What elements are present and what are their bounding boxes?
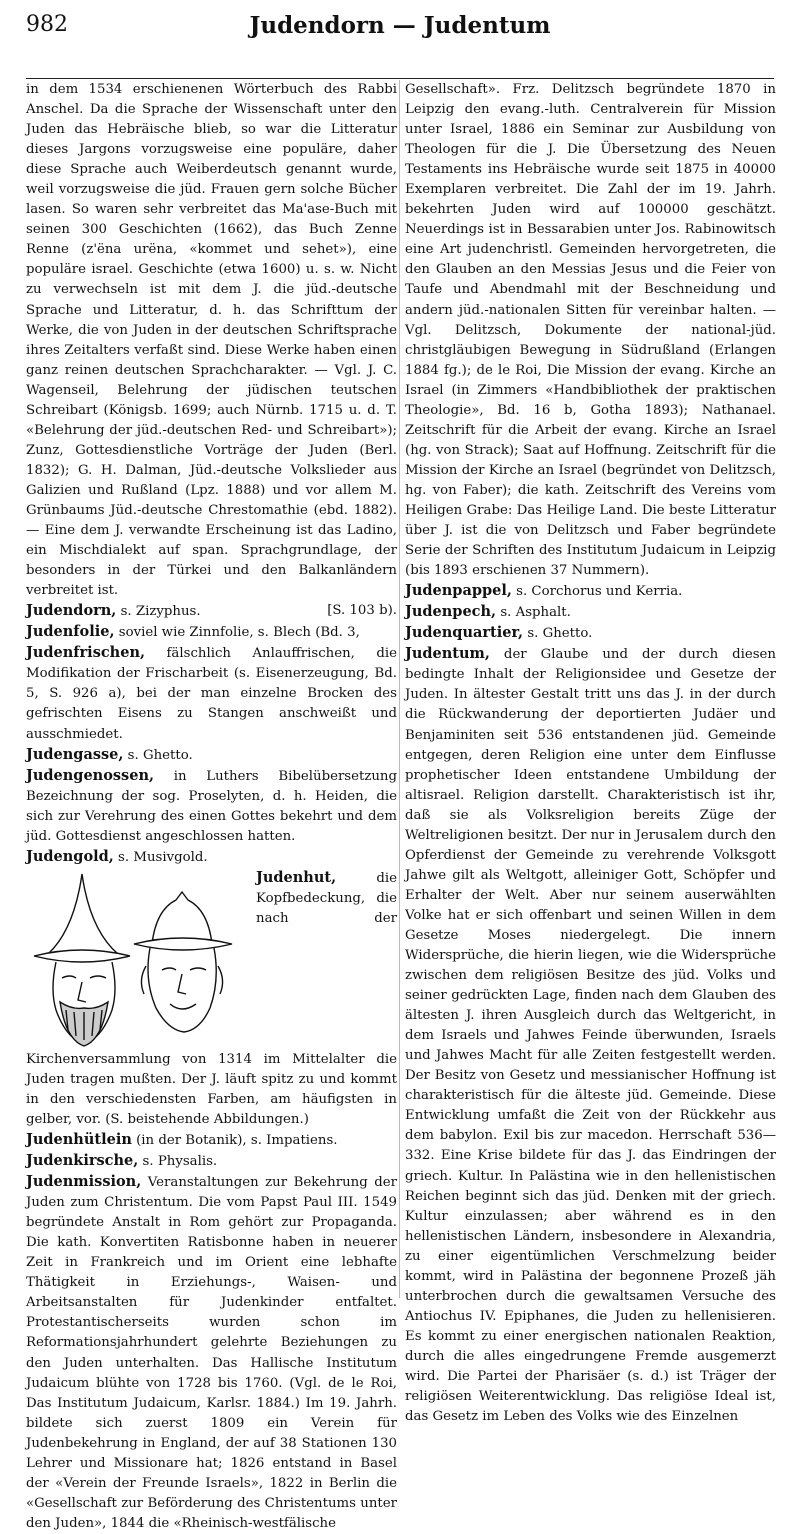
entry-text: s. Ghetto. [523,626,593,642]
entry-judenquartier [405,623,776,644]
headword: Judengold, [26,847,114,865]
headword: Judentum, [405,645,490,663]
judenhut-drawing [26,870,248,1048]
page-reference: [S. 103 b). [327,603,397,619]
entry-text: s. Zizyphus. [116,604,201,620]
entry-text: die Kopfbedeckung, die nach der Kirchenversammlung von 1314 im Mittelalter die Juden tragen mußten. Der J. läuft spitz zu und kommt in den verschiedensten Farben, am häufigsten in gelber, vor. (S. beistehende Abbildungen.) [26,870,397,1127]
headword: Judenpappel, [405,582,512,600]
entry-text: s. Asphalt. [496,605,571,621]
entry-judenfrischen [26,643,397,744]
right-column [405,80,776,1425]
headword: Judendorn, [26,602,117,620]
headword: Judenhütlein [26,1131,132,1149]
continued-paragraph: Gesellschaft». Frz. Delitzsch begründete 1870 in Leipzig den evang.-luth. Centralverein für Mission unter Israel, 1886 ein Seminar zur Ausbildung von Theologen für die J. Die Übersetzung des Neuen Testaments ins Hebräische wurde seit 1875 in 40000 Exemplaren verbreitet. Die Zahl der im 19. Jahrh. bekehrten Juden wird auf 100000 geschätzt. Neuerdings ist in Bessarabien unter Jos. Rabinowitsch eine Art judenchristl. Gemeinden hervorgetreten, die den Glauben an den Messias Jesus und die Feier von Taufe und Abendmahl mit der Beschneidung und andern jüd.-nationalen Sitten für vereinbar halten. — Vgl. Delitzsch, Dokumente der national-jüd. christgläubigen Bewegung in Südrußland (Erlangen 1884 fg.); de le Roi, Die Mission der evang. Kirche an Israel (in Zimmers «Handbibliothek der praktischen Theologie», Bd. 16 b, Gotha 1893); Nathanael. Zeitschrift für die Arbeit der evang. Kirche an Israel (hg. von Strack); Saat auf Hoffnung. Zeitschrift für die Mission der Kirche an Israel (begründet von Delitzsch, hg. von Faber); die kath. Zeitschrift des Vereins vom Heiligen Grabe: Das Heilige Land. Die beste Litteratur über J. ist die von Delitzsch und Faber begründete Serie der Schriften des Institutum Judaicum in Leipzig (bis 1893 erschienen 37 Nummern). [405,82,776,579]
page-number: 982 [26,12,68,37]
entry-judenkirsche [26,1151,397,1172]
entry-judendorn [26,601,397,622]
headword: Judenfrischen, [26,644,146,662]
entry-judenfolie [26,622,397,643]
page-header [26,12,774,52]
continued-paragraph: in dem 1534 erschienenen Wörterbuch des Rabbi Anschel. Da die Sprache der Wissenschaft unter den Juden das Hebräische blieb, so war die Litteratur dieses Jargons vorzugsweise eine populäre, daher diese Sprache auch Weiberdeutsch genannt wurde, weil vorzugsweise die jüd. Frauen gern solche Bücher lasen. So waren sehr verbreitet das Ma'ase-Buch mit seinen 300 Geschichten (1662), das Buch Zenne Renne (z'ëna urëna, «kommet und sehet»), eine populäre israel. Geschichte (etwa 1600) u. s. w. Nicht zu verwechseln ist mit dem J. die jüd.-deutsche Sprache und Litteratur, d. h. das Schrifttum der Werke, die von Juden in der deutschen Schriftsprache ihres Zeitalters verfaßt sind. Diese Werke haben einen ganz reinen deutschen Sprachcharakter. — Vgl. J. C. Wagenseil, Belehrung der jüdischen teutschen Schreibart (Königsb. 1699; auch Nürnb. 1715 u. d. T. «Belehrung der jüd.-deutschen Red- und Schreibart»); Zunz, Gottesdienstliche Vorträge der Juden (Berl. 1832); G. H. Dalman, Jüd.-deutsche Volkslieder aus Galizien und Rußland (Lpz. 1888) und vor allem M. Grünbaums Jüd.-deutsche Chrestomathie (ebd. 1882). — Eine dem J. verwandte Erscheinung ist das Ladino, ein Mischdialekt auf span. Sprachgrundlage, der besonders in der Türkei und den Balkanländern verbreitet ist. [26,82,397,599]
headword: Judengasse, [26,745,124,763]
headword: Judenmission, [26,1173,142,1191]
entry-judentum [405,644,776,1427]
entry-judenhut [26,868,397,1130]
entry-judenpech [405,602,776,623]
running-head: Judendorn — Judentum [249,12,551,39]
headword: Judenkirsche, [26,1152,139,1170]
column-divider [399,80,400,1298]
entry-judenhuetlein [26,1130,397,1151]
entry-text: der Glaube und der durch diesen bedingte Inhalt der Religionsidee und Gesetze der Juden. In ältester Gestalt tritt uns das J. in der durch die Rückwanderung der deportierten Judäer und Benjaminiten seit 536 entstandenen jüd. Gemeinde entgegen, deren Religion eine unter dem Einflusse prophetischer Ideen entstandene Umbildung der altisrael. Religion darstellt. Charakteristisch ist ihr, daß sie als Volksreligion bereits Züge der Weltreligionen besitzt. Der nur in Jerusalem durch den Opferdienst der Gemeinde zu verehrende Volksgott Jahwe gilt als Weltgott, alleiniger Gott, Schöpfer und Erhalter der Welt. Aber nur seinem auserwählten Volke hat er sich offenbart und seinen Willen in dem Gesetze Moses niedergelegt. Die innern Widersprüche, die hierin liegen, wie die Widersprüche zwischen dem religiösen Besitze des jüd. Volks und seiner gedrückten Lage, finden nach dem Glauben des ältesten J. ihren Ausgleich durch das Weltgericht, in dem Israels und Jahwes Feinde überwunden, Israels und Jahwes Macht für alle Zeiten festgestellt werden. Der Besitz von Gesetz und messianischer Hoffnung ist charakteristisch für die älteste jüd. Gemeinde. Diese Entwicklung umfaßt die Zeit von der Rückkehr aus dem babylon. Exil bis zur macedon. Herrschaft 536—332. Eine Krise bildete für das J. das Eindringen der griech. Kultur. In Palästina wie in den hellenistischen Reichen beginnt sich das jüd. Denken mit der griech. Kultur einzulassen; aber während es in den hellenistischen Ländern, insbesondere in Alexandria, zu einer eigentümlichen Verschmelzung beider kommt, wird in Palästina der begonnene Prozeß jäh unterbrochen durch die gewaltsamen Versuche des Antiochus IV. Epiphanes, die Juden zu hellenisieren. Es kommt zu einer energischen nationalen Reaktion, durch die alles eingedrungene Fremde ausgemerzt wird. Die Partei der Pharisäer (s. d.) ist Träger der religiösen Weiterentwicklung. Das religiöse Ideal ist, das Gesetz im Leben des Volks wie des Einzelnen [405,647,776,1425]
left-column [26,80,397,1531]
entry-judenmission [26,1172,397,1534]
entry-text: s. Ghetto. [123,747,193,763]
entry-judengold [26,847,397,868]
entry-judengasse [26,745,397,766]
headword: Judenpech, [405,603,497,621]
headword: Judengenossen, [26,766,155,784]
entry-text: fälschlich Anlauffrischen, die Modifikation der Frischarbeit (s. Eisenerzeugung, Bd. 5, S. 926 a), bei der man einzelne Brocken des gefrischten Eisens zu Stangen anschweißt und ausschmiedet. [26,646,397,742]
entry-text: s. Corchorus und Kerria. [511,584,683,600]
entry-judengenossen [26,766,397,847]
headword: Judenquartier, [405,624,524,642]
brimmed-hat-figure [134,892,232,1032]
header-rule [26,78,774,79]
judenhut-illustration [26,870,248,1048]
headword: Judenfolie, [26,623,115,641]
entry-text: s. Musivgold. [113,849,208,865]
pointed-hat-figure [34,874,130,1046]
entry-text: (in der Botanik), s. Impatiens. [131,1133,338,1149]
entry-judenpappel [405,581,776,602]
headword: Judenhut, [256,868,337,886]
entry-text: s. Physalis. [138,1154,218,1170]
entry-text: soviel wie Zinnfolie, s. Blech (Bd. 3, [114,625,360,641]
entry-text: Veranstaltungen zur Bekehrung der Juden zum Christentum. Die vom Papst Paul III. 1549 begründete Anstalt in Rom gehört zur Propaganda. Die kath. Konvertiten Ratisbonne haben in neuerer Zeit in Frankreich und im Orient eine lebhafte Thätigkeit in Erziehungs-, Waisen- und Arbeitsanstalten für Judenkinder entfaltet. Protestantischerseits wurden schon im Reformationsjahrhundert gelehrte Beziehungen zu den Juden unterhalten. Das Hallische Institutum Judaicum blühte von 1728 bis 1760. (Vgl. de le Roi, Das Institutum Judaicum, Karlsr. 1884.) Im 19. Jahrh. bildete sich zuerst 1809 ein Verein für Judenbekehrung in England, der auf 38 Stationen 130 Lehrer und Missionare hat; 1826 entstand in Basel der «Verein der Freunde Israels», 1822 in Berlin die «Gesellschaft zur Beförderung des Christentums unter den Juden», 1844 die «Rheinisch-westfälische [26,1175,397,1531]
entry-text: in Luthers Bibelübersetzung Bezeichnung der sog. Proselyten, d. h. Heiden, die sich zur Verehrung des einen Gottes bekehrt und dem jüd. Gottesdienst angeschlossen hatten. [26,768,397,844]
